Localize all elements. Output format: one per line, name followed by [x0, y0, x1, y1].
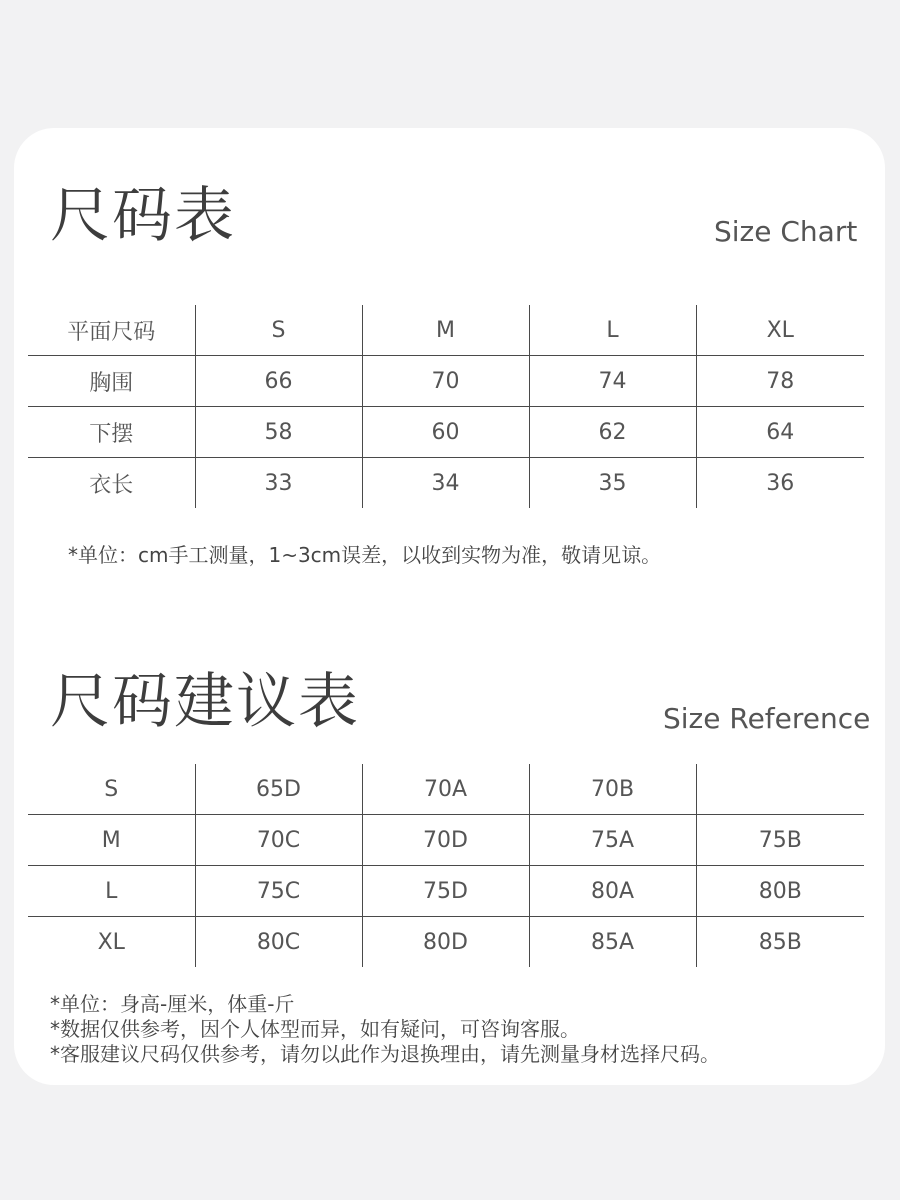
table-cell: 75C — [195, 866, 362, 917]
size-reference-table — [28, 764, 864, 967]
size-chart-title: 尺码表 — [50, 181, 236, 251]
size-reference-note: *数据仅供参考，因个人体型而异，如有疑问，可咨询客服。 — [50, 1017, 580, 1041]
table-cell — [696, 764, 864, 815]
table-cell: 58 — [195, 407, 362, 458]
size-reference-note: *单位：身高-厘米，体重-斤 — [50, 992, 295, 1016]
table-cell: 下摆 — [28, 407, 195, 458]
table-cell: 75B — [696, 815, 864, 866]
size-chart-note: *单位：cm手工测量，1~3cm误差，以收到实物为准，敬请见谅。 — [68, 543, 662, 567]
table-header-row — [28, 305, 864, 356]
table-row — [28, 356, 864, 407]
table-header-cell: M — [362, 305, 529, 356]
table-header-cell: 平面尺码 — [28, 305, 195, 356]
table-cell: 36 — [696, 458, 864, 509]
table-cell: XL — [97, 929, 125, 955]
table-cell: 33 — [195, 458, 362, 509]
table-cell: 60 — [362, 407, 529, 458]
table-cell: 65D — [195, 764, 362, 815]
table-cell: 85B — [696, 917, 864, 968]
table-cell: 62 — [529, 407, 696, 458]
table-cell: 80D — [362, 917, 529, 968]
table-row — [28, 866, 864, 917]
table-row — [28, 815, 864, 866]
table-cell: 70D — [362, 815, 529, 866]
table-cell: 70A — [362, 764, 529, 815]
table-row — [28, 458, 864, 509]
table-cell: 35 — [529, 458, 696, 509]
table-cell: 34 — [362, 458, 529, 509]
table-row — [28, 764, 864, 815]
table-row — [28, 407, 864, 458]
table-cell: S — [28, 764, 195, 815]
table-cell: 70B — [529, 764, 696, 815]
table-cell: 80B — [696, 866, 864, 917]
table-cell: 70 — [362, 356, 529, 407]
size-reference-note: *客服建议尺码仅供参考，请勿以此作为退换理由，请先测量身材选择尺码。 — [50, 1042, 720, 1066]
table-cell: L — [28, 866, 195, 917]
table-row — [28, 917, 864, 968]
table-cell: 74 — [529, 356, 696, 407]
table-cell: 80A — [529, 866, 696, 917]
table-header-cell: S — [195, 305, 362, 356]
table-cell: 64 — [696, 407, 864, 458]
table-header-cell: L — [529, 305, 696, 356]
table-cell: 70C — [195, 815, 362, 866]
table-header-cell: XL — [696, 305, 864, 356]
table-cell: 75D — [362, 866, 529, 917]
size-reference-title: 尺码建议表 — [50, 667, 360, 737]
table-cell: M — [28, 815, 195, 866]
size-chart-table — [28, 305, 864, 508]
size-reference-subtitle: Size Reference — [663, 702, 871, 735]
table-cell: 胸围 — [28, 356, 195, 407]
size-chart-subtitle: Size Chart — [714, 215, 858, 248]
table-cell: 78 — [696, 356, 864, 407]
table-cell: 衣长 — [89, 472, 134, 498]
table-cell: 75A — [529, 815, 696, 866]
table-cell: 80C — [195, 917, 362, 968]
table-cell: 66 — [195, 356, 362, 407]
table-cell: 85A — [529, 917, 696, 968]
